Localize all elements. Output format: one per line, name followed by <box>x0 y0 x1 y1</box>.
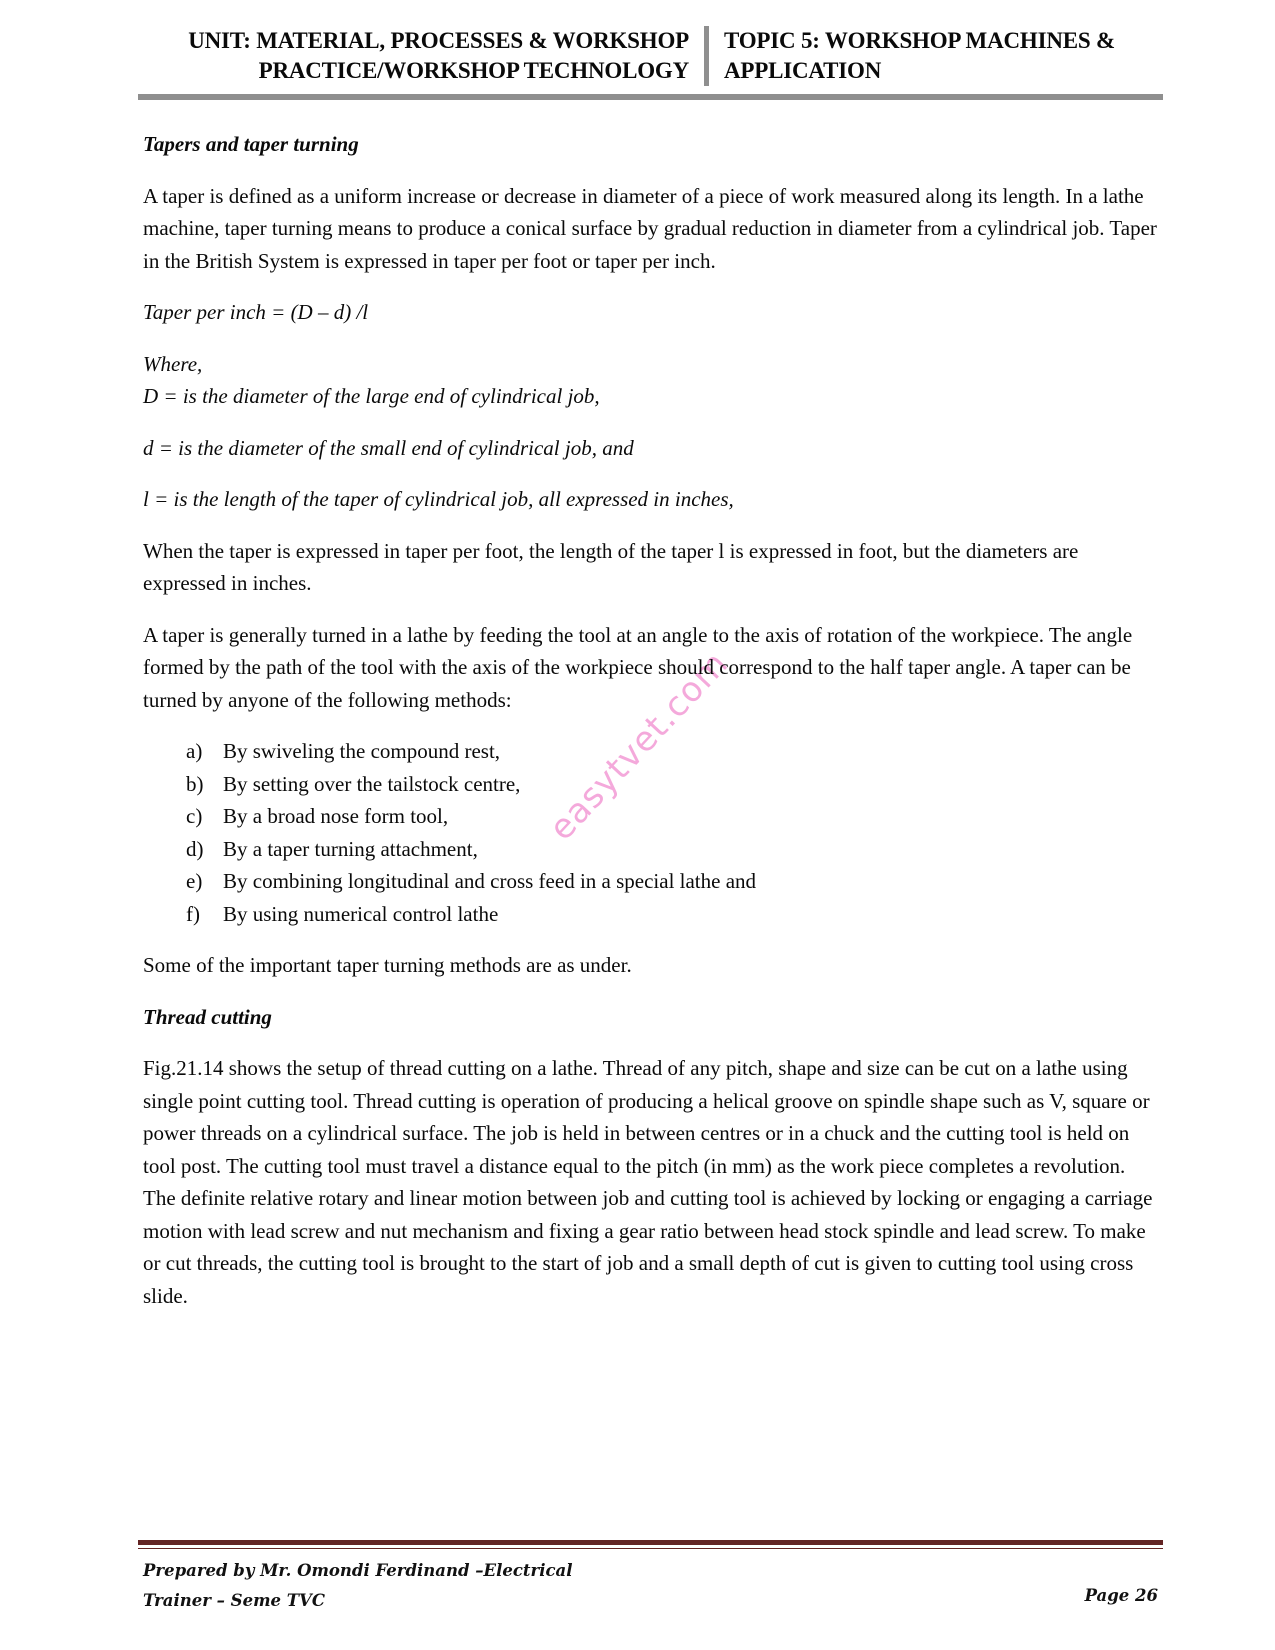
section-heading-thread-cutting: Thread cutting <box>143 1004 272 1029</box>
footer-author <box>143 1556 1158 1616</box>
list-marker: a) <box>186 739 203 763</box>
formula-definitions-block1 <box>143 348 1158 413</box>
list-item <box>143 898 1158 931</box>
list-item-text: By combining longitudinal and cross feed in a special lathe and <box>223 869 757 893</box>
footer-rule <box>138 1540 1163 1549</box>
header-unit-title <box>138 26 704 86</box>
list-item-text: By setting over the tailstock centre, <box>223 771 521 796</box>
formula-taper-per-inch: Taper per inch = (D – d) /l <box>143 300 369 324</box>
paragraph-methods-summary: Some of the important taper turning methods are as under. <box>143 953 632 977</box>
taper-methods-list <box>143 735 1158 930</box>
list-item-text: By using numerical control lathe <box>223 901 499 926</box>
list-item <box>143 800 1158 833</box>
list-marker: c) <box>186 804 203 828</box>
footer-author-line2: Trainer – Seme TVC <box>143 1591 325 1610</box>
header-unit-line1: UNIT: MATERIAL, PROCESSES & WORKSHOP <box>188 28 689 53</box>
header-topic-title <box>709 26 1163 86</box>
paragraph-thread-cutting: Fig.21.14 shows the setup of thread cutting on a lathe. Thread of any pitch, shape and size can be cut on a lathe using single point cutting tool. Thread cutting is operation of producing a helical groove on spindle shape such as V, square or power threads on a cylindrical surface. The job is held in between centres or in a chuck and the cutting tool is held on tool post. The cutting tool must travel a distance equal to the pitch (in mm) as the work piece completes a revolution. The definite relative rotary and linear motion between job and cutting tool is achieved by locking or engaging a carriage motion with lead screw and nut mechanism and fixing a gear ratio between head stock spindle and lead screw. To make or cut threads, the cutting tool is brought to the start of job and a small depth of cut is given to cutting tool using cross slide. <box>143 1056 1153 1308</box>
list-marker: b) <box>186 771 204 796</box>
list-item <box>143 865 1158 898</box>
list-marker: e) <box>186 869 203 893</box>
list-item-text: By swiveling the compound rest, <box>223 739 501 763</box>
footer-author-line1: Prepared by Mr. Omondi Ferdinand –Electrical <box>143 1561 573 1580</box>
definition-large-diameter: D = is the diameter of the large end of cylindrical job, <box>143 384 600 408</box>
list-item <box>143 735 1158 768</box>
list-item-text: By a broad nose form tool, <box>223 804 449 828</box>
paragraph-taper-definition: A taper is defined as a uniform increase or decrease in diameter of a piece of work measured along its length. In a lathe machine, taper turning means to produce a conical surface by gradual reduction in diameter from a cylindrical job. Taper in the British System is expressed in taper per foot or taper per inch. <box>143 183 1157 273</box>
page-header <box>138 26 1163 86</box>
list-item <box>143 768 1158 801</box>
paragraph-taper-turning-intro: A taper is generally turned in a lathe by feeding the tool at an angle to the axis of rotation of the workpiece. The angle formed by the path of the tool with the axis of the workpiece should correspond to the half taper angle. A taper can be turned by anyone of the following methods: <box>143 622 1133 712</box>
list-marker: f) <box>186 901 200 926</box>
definition-small-diameter: d = is the diameter of the small end of cylindrical job, and <box>143 435 634 460</box>
footer-page-number: Page 26 <box>1084 1586 1158 1605</box>
paragraph-taper-per-foot: When the taper is expressed in taper per foot, the length of the taper l is expressed in foot, but the diameters are expressed in inches. <box>143 538 1079 595</box>
section-heading-tapers: Tapers and taper turning <box>143 132 359 156</box>
header-rule <box>138 94 1163 100</box>
watermark-text: easytvet.com <box>541 643 737 849</box>
header-topic-line1: TOPIC 5: WORKSHOP MACHINES & <box>724 28 1115 53</box>
header-unit-line2: PRACTICE/WORKSHOP TECHNOLOGY <box>258 58 689 83</box>
definition-length: l = is the length of the taper of cylindrical job, all expressed in inches, <box>143 487 734 511</box>
list-item <box>143 833 1158 866</box>
list-marker: d) <box>186 836 204 861</box>
where-label: Where, <box>143 351 203 376</box>
header-topic-line2: APPLICATION <box>724 58 882 83</box>
document-body <box>143 128 1158 1331</box>
list-item-text: By a taper turning attachment, <box>223 836 478 861</box>
